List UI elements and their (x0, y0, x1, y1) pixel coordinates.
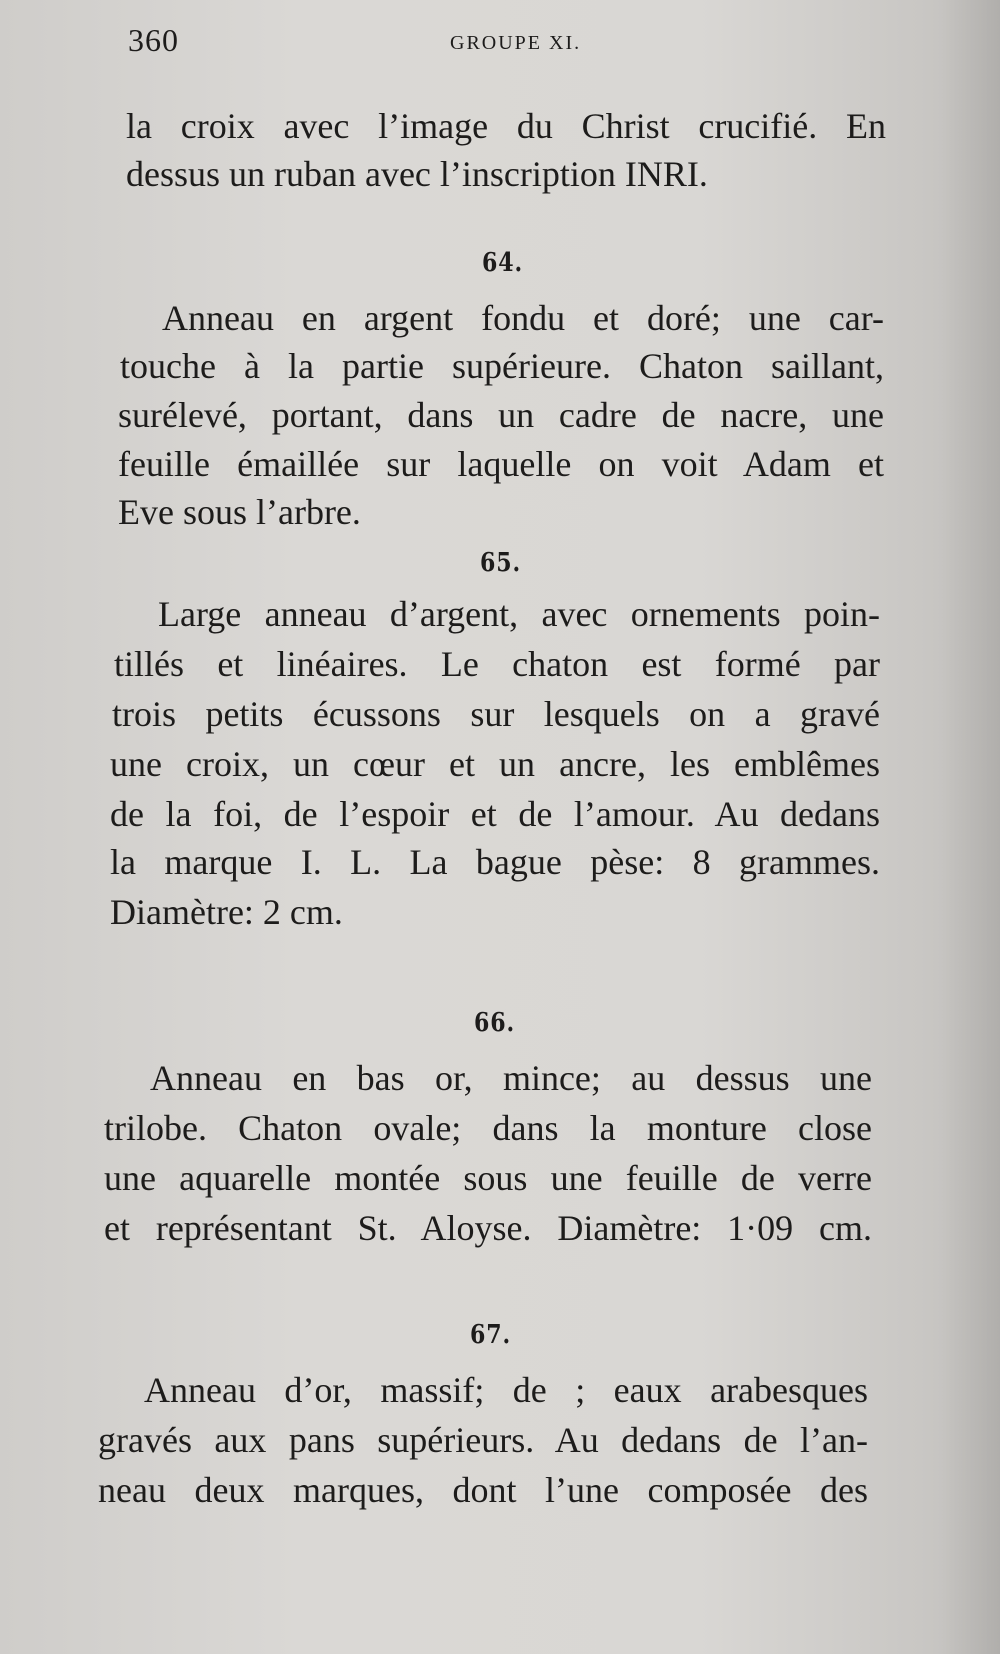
entry-66-line: une aquarelle montée sous une feuille de verre (104, 1158, 872, 1198)
entry-65-line: une croix, un cœur et un ancre, les emblêmes (110, 744, 880, 784)
page-number: 360 (128, 22, 179, 58)
entry-64-line: touche à la partie supérieure. Chaton saillant, (120, 346, 884, 386)
running-title: GROUPE XI. (450, 32, 582, 54)
entry-65-line: tillés et linéaires. Le chaton est formé par (114, 644, 880, 684)
entry-65-line: de la foi, de l’espoir et de l’amour. Au dedans (110, 794, 880, 834)
entry-number-64: 64. (482, 248, 523, 278)
entry-64-line: feuille émaillée sur laquelle on voit Adam et (118, 444, 884, 484)
entry-65-line: Large anneau d’argent, avec ornements poin- (158, 594, 880, 634)
entry-64-line: Anneau en argent fondu et doré; une car- (162, 298, 884, 338)
entry-number-67: 67. (470, 1320, 511, 1350)
entry-65-line: la marque I. L. La bague pèse: 8 grammes. (110, 842, 880, 882)
entry-66-line: et représentant St. Aloyse. Diamètre: 1·09 cm. (104, 1208, 872, 1248)
entry-number-65: 65. (480, 548, 521, 578)
entry-65-line: Diamètre: 2 cm. (110, 892, 343, 932)
entry-66-line: trilobe. Chaton ovale; dans la monture close (104, 1108, 872, 1148)
entry-64-line: Eve sous l’arbre. (118, 492, 361, 532)
entry-67-line: neau deux marques, dont l’une composée des (98, 1470, 868, 1510)
entry-67-line: gravés aux pans supérieurs. Au dedans de l’an- (98, 1420, 868, 1460)
entry-66-line: Anneau en bas or, mince; au dessus une (150, 1058, 872, 1098)
intro-line: la croix avec l’image du Christ crucifié. En (126, 106, 886, 146)
entry-67-line: Anneau d’or, massif; de ; eaux arabesques (144, 1370, 868, 1410)
intro-line: dessus un ruban avec l’inscription INRI. (126, 154, 708, 194)
running-head (128, 22, 908, 72)
entry-number-66: 66. (474, 1008, 515, 1038)
entry-65-line: trois petits écussons sur lesquels on a gravé (112, 694, 880, 734)
entry-64-line: surélevé, portant, dans un cadre de nacre, une (118, 395, 884, 435)
page-gutter-shadow (940, 0, 1000, 1654)
